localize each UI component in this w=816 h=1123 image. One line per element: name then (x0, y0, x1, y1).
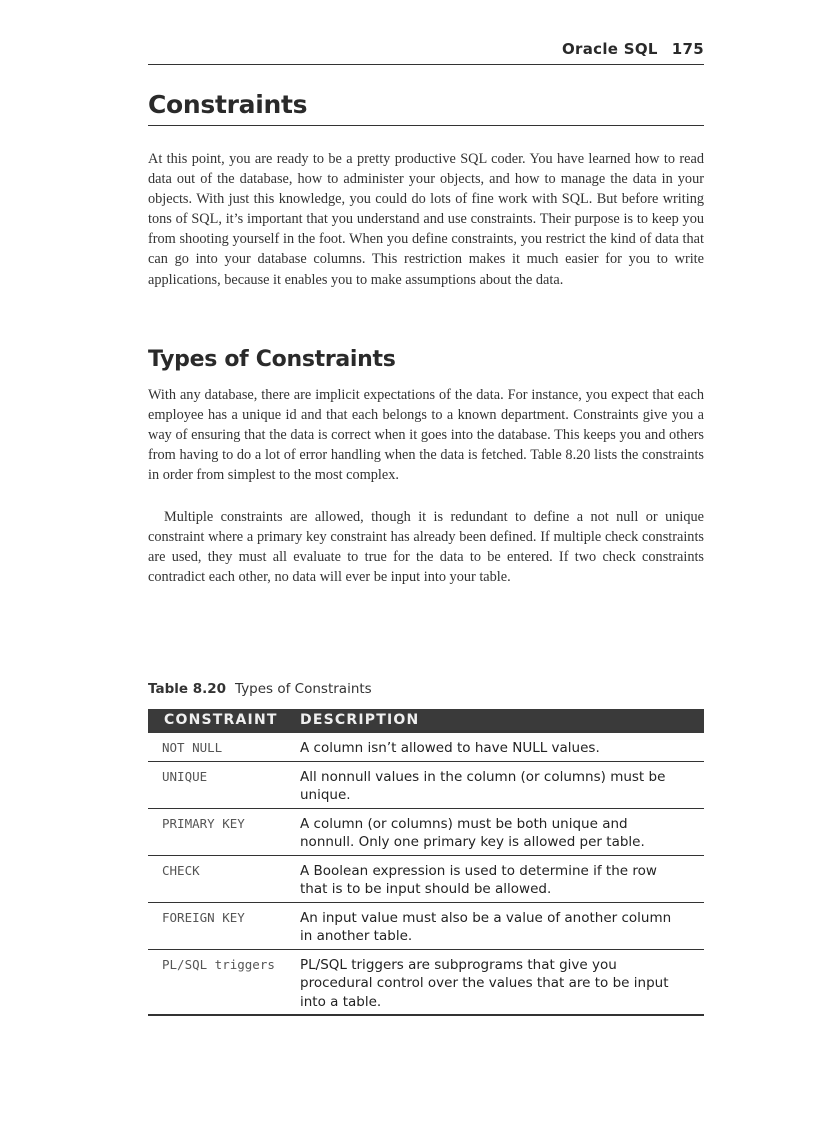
constraint-cell: PRIMARY KEY (162, 815, 245, 831)
constraint-cell: PL/SQL triggers (162, 956, 275, 972)
table-caption-label: Table 8.20 (148, 681, 227, 697)
description-cell: A column (or columns) must be both unique and nonnull. Only one primary key is allowed per table. (300, 815, 645, 850)
constraint-cell: UNIQUE (162, 768, 208, 784)
table-row (148, 733, 704, 762)
table-row (148, 856, 704, 903)
header-constraint: CONSTRAINT (164, 712, 278, 728)
table-row (148, 809, 704, 856)
running-head-text (562, 40, 704, 58)
description-cell: An input value must also be a value of another column in another table. (300, 909, 672, 944)
constraint-cell: NOT NULL (162, 740, 223, 755)
table-header (148, 709, 704, 733)
table-caption-text: Types of Constraints (235, 681, 372, 697)
section-paragraph: At this point, you are ready to be a pretty productive SQL coder. You have learned how to read data out of the database, how to administer your objects, and how to manage the data in your objects. With just this knowledge, you could do lots of fine work with SQL. But before writing tons of SQL, it’s important that you understand and use constraints. Their purpose is to keep you from shooting yourself in the foot. When you define constraints, you restrict the kind of data that can go into your database columns. This restriction makes it much easier for you to write applications, because it enables you to make assumptions about the data. (148, 151, 704, 288)
constraint-cell: CHECK (162, 862, 200, 878)
running-head-title: Oracle SQL (561, 40, 658, 58)
table-row (148, 903, 704, 950)
subsection-paragraph-2: Multiple constraints are allowed, though it is redundant to define a not null or unique constraint where a primary key constraint has already been defined. If multiple check constraints are used, they must all evaluate to true for the data to be entered. If two check constraints contradict each other, no data will ever be input into your table. (148, 509, 704, 586)
table-row (148, 762, 704, 809)
table-caption (148, 681, 372, 697)
description-cell: PL/SQL triggers are subprograms that give you procedural control over the values that are to be input into a table. (300, 956, 669, 1010)
subsection-paragraph-1: With any database, there are implicit expectations of the data. For instance, you expect that each employee has a unique id and that each belongs to a known department. Constraints give you a way of ensuring that the data is correct when it goes into the database. This keeps you and others from having to do a lot of error handling when the data is fetched. Table 8.20 lists the constraints in order from simplest to the most complex. (148, 387, 704, 484)
description-cell: All nonnull values in the column (or columns) must be unique. (300, 768, 666, 803)
page-number: 175 (671, 40, 704, 58)
section-title: Constraints (148, 90, 704, 126)
header-description: DESCRIPTION (300, 712, 420, 728)
constraint-cell: FOREIGN KEY (162, 909, 245, 925)
constraints-table (148, 709, 704, 1016)
subsection-title: Types of Constraints (148, 347, 396, 372)
description-cell: A Boolean expression is used to determine if the row that is to be input should be allowed. (300, 862, 657, 897)
description-cell: A column isn’t allowed to have NULL values. (300, 740, 600, 756)
running-head (148, 38, 704, 65)
table-row (148, 950, 704, 1017)
